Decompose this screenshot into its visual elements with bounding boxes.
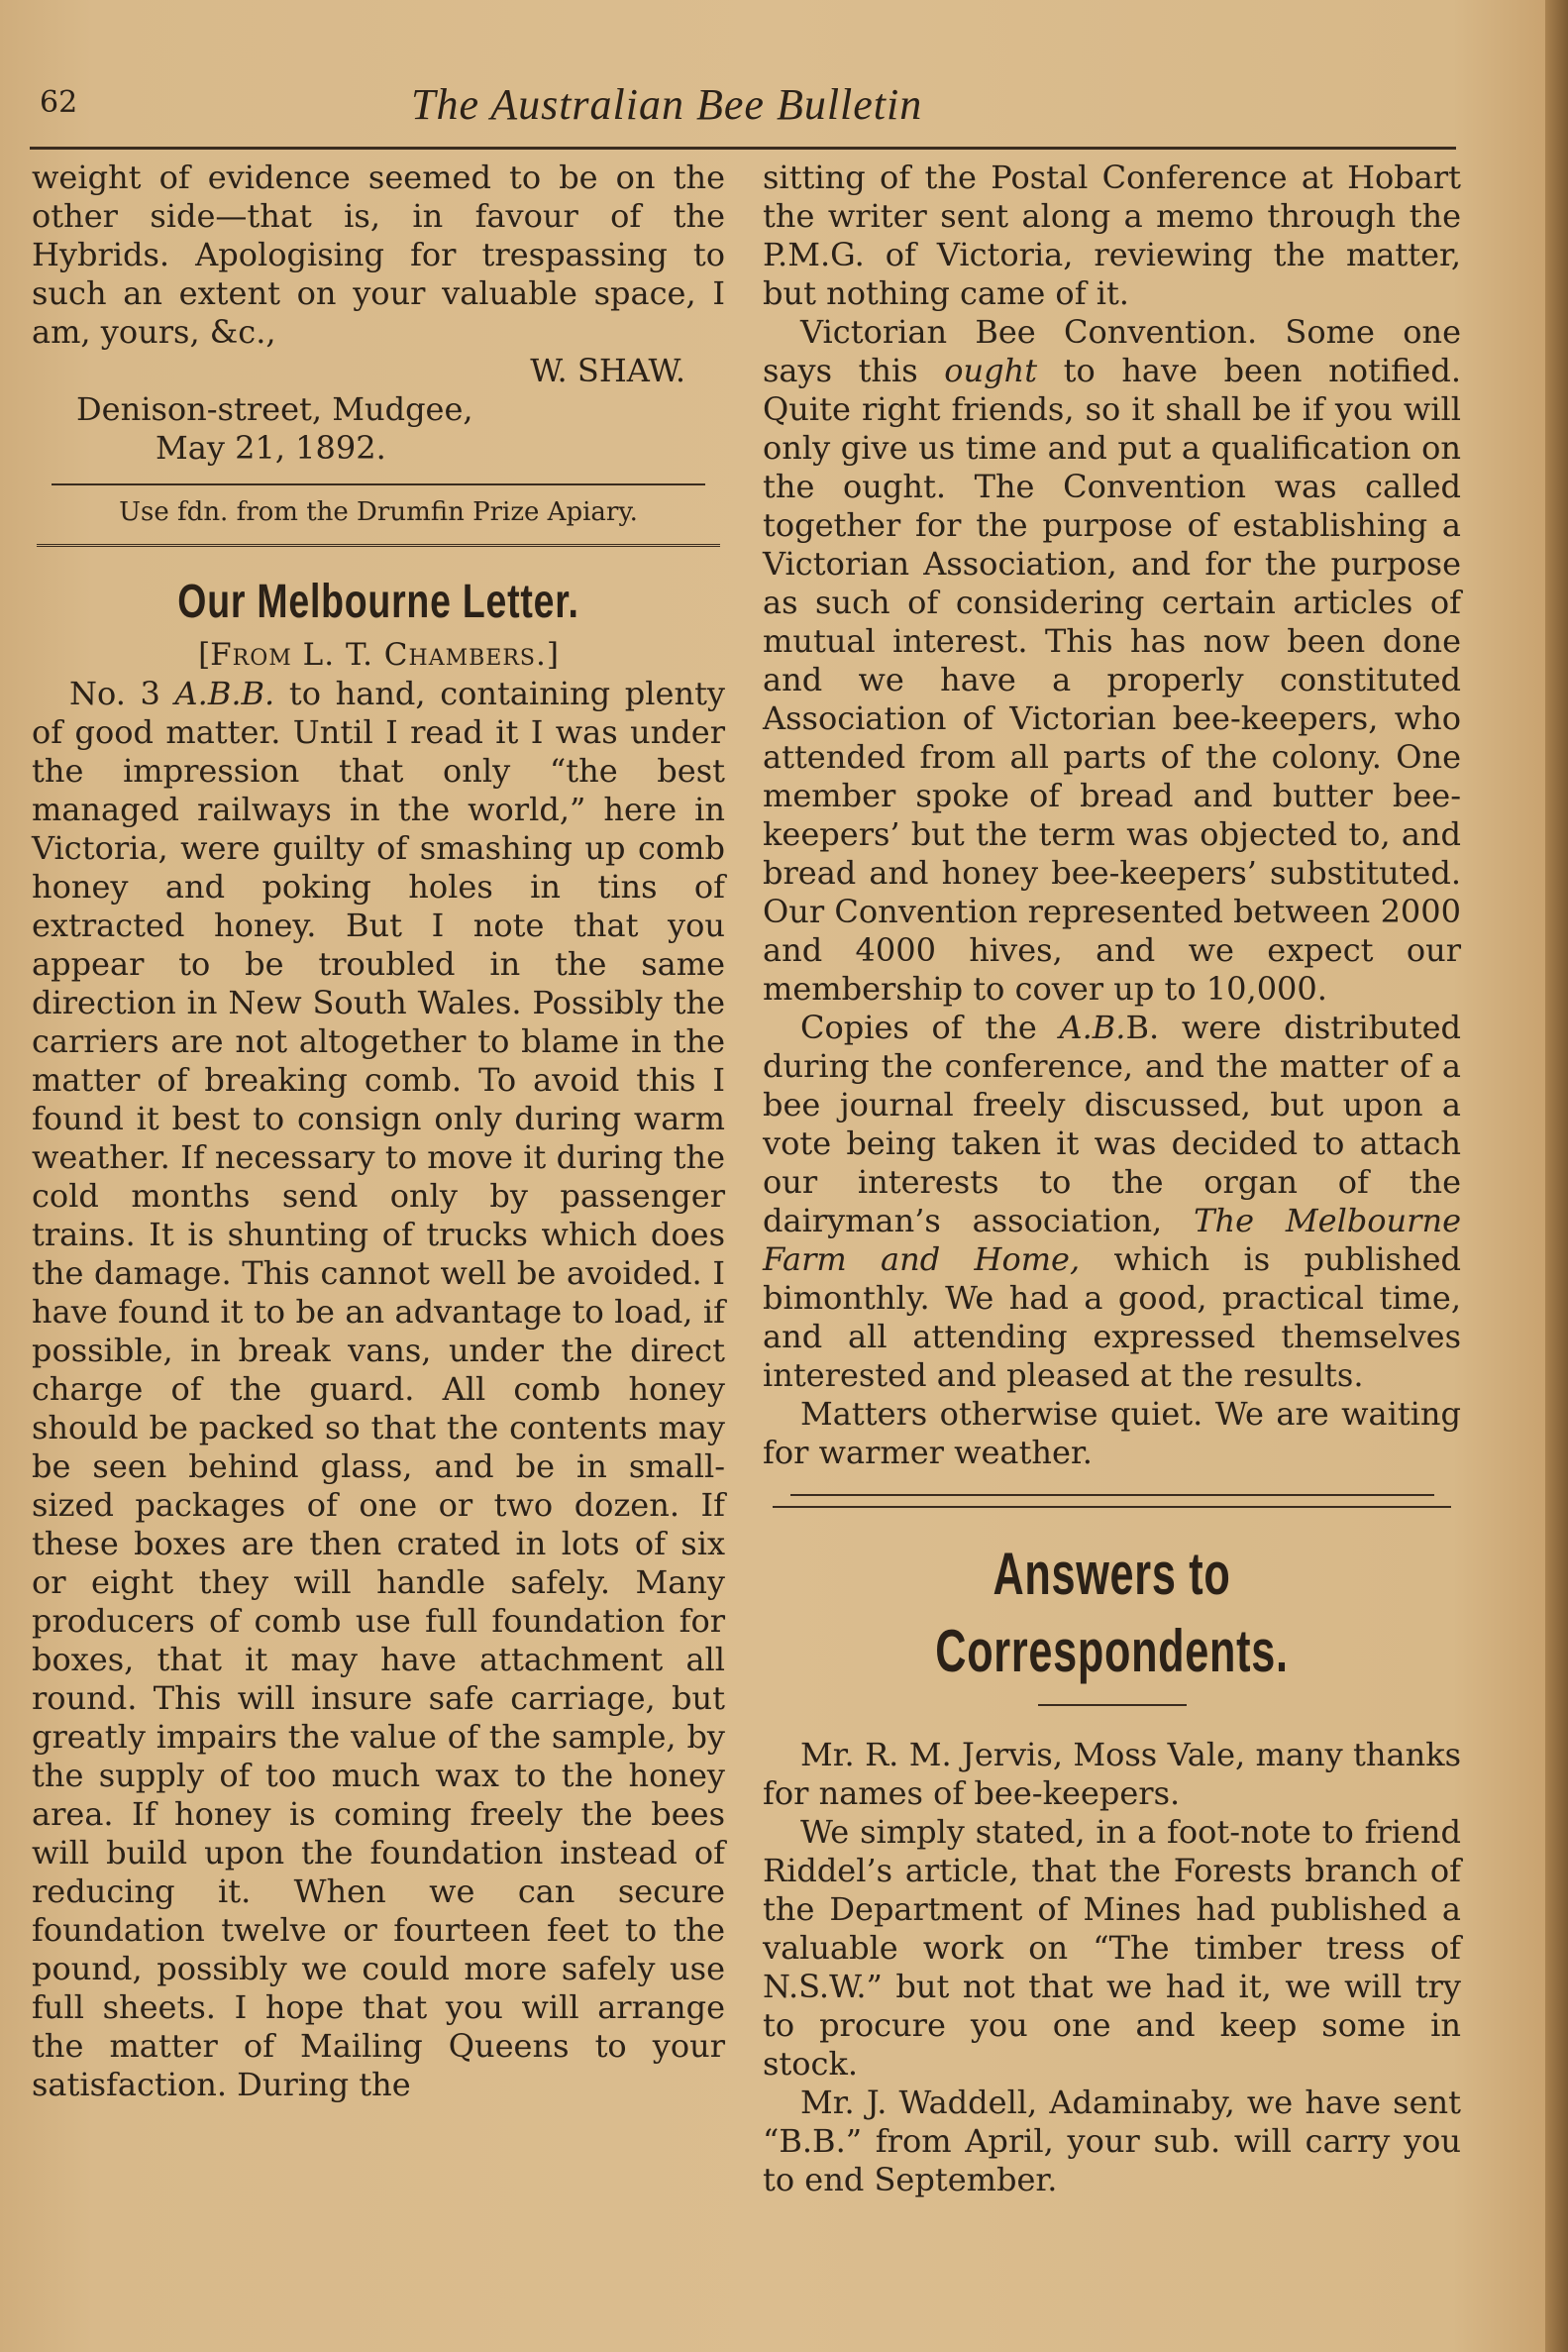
text-run: which is published bimonthly. We had a good, practical time, and all attending expressed themselves interested and pleased at the results. bbox=[763, 1240, 1462, 1394]
journal-abbrev: A.B.B. bbox=[174, 675, 275, 712]
short-divider-rule bbox=[1038, 1704, 1187, 1706]
address-line: Denison-street, Mudgee, bbox=[76, 390, 473, 428]
signature: W. SHAW. bbox=[530, 352, 685, 389]
continued-paragraph: sitting of the Postal Conference at Hobart the writer sent along a memo through the P.M.G. of Victoria, reviewing the matter, but nothing came of it. bbox=[763, 159, 1461, 312]
letter-title: Our Melbourne Letter. bbox=[177, 576, 579, 628]
answers-title: Answers to Correspondents. bbox=[935, 1541, 1289, 1684]
left-column bbox=[32, 159, 725, 2104]
text-run: Copies of the bbox=[800, 1009, 1060, 1046]
byline-bracket-close: ] bbox=[546, 637, 559, 673]
page-number: 62 bbox=[40, 85, 78, 120]
running-head: The Australian Bee Bulletin bbox=[411, 80, 923, 129]
advertisement-line: Use fdn. from the Drumfin Prize Apiary. bbox=[119, 497, 638, 527]
double-divider-rule bbox=[37, 544, 720, 551]
byline bbox=[32, 636, 725, 675]
text-run: to have been notified. Quite right friends, so it shall be if you will only give us time and put a qualification on the ought. The Convention was called together for the purpose of establishing a Victorian Association, and for the purpose as such of considering certain articles of mutual interest. This has now been done and we have a properly constituted Association of Victorian bee-keepers, who attended from all parts of the colony. One member spoke of bread and butter bee-keepers’ but the term was objected to, and bread and honey bee-keepers’ substituted. Our Convention represented between 2000 and 4000 hives, and we expect our membership to cover up to 10,000. bbox=[763, 352, 1462, 1008]
byline-name: From L. T. Chambers. bbox=[210, 637, 547, 673]
text-run: B. were distributed during the conference, and the matter of a bee journal freely discussed, but upon a vote being taken it was decided to attach our interests to the organ of the dairyman’s association, bbox=[763, 1009, 1462, 1239]
closing-paragraph: Matters otherwise quiet. We are waiting for warmer weather. bbox=[763, 1395, 1461, 1471]
header-rule bbox=[30, 147, 1456, 150]
byline-bracket-open: [ bbox=[198, 637, 211, 673]
letter-body-paragraph bbox=[32, 675, 725, 2104]
emphasis: ought bbox=[944, 352, 1038, 389]
answer-paragraph: Mr. J. Waddell, Adaminaby, we have sent “B.B.” from April, your sub. will carry you to end September. bbox=[763, 2084, 1461, 2198]
date-line: May 21, 1892. bbox=[156, 429, 386, 467]
book-edge bbox=[1545, 0, 1568, 2352]
letter-closing-paragraph: weight of evidence seemed to be on the other side—that is, in favour of the Hybrids. Apologising for trespassing to such an extent on your valuable space, I am, yours, &c., bbox=[32, 159, 725, 351]
page-header bbox=[30, 79, 1456, 141]
text-run: No. 3 bbox=[69, 675, 175, 712]
publication-title: The Melbourne Farm and Home, bbox=[763, 1202, 1462, 1278]
copies-paragraph bbox=[763, 1009, 1461, 1395]
text-run: to hand, containing plenty of good matter. Until I read it I was under the impression that only “the best managed railways in the world,” here in Victoria, were guilty of smashing up comb honey and poking holes in tins of extracted honey. But I note that you appear to be troubled in the same direction in New South Wales. Possibly the carriers are not altogether to blame in the matter of breaking comb. To avoid this I found it best to consign only during warm weather. If necessary to move it during the cold months send only by passenger trains. It is shunting of trucks which does the damage. This cannot well be avoided. I have found it to be an advantage to load, if possible, in break vans, under the direct charge of the guard. All comb honey should be packed so that the contents may be seen behind glass, and be in small-sized packages of one or two dozen. If these boxes are then crated in lots of six or eight they will handle safely. Many producers of comb use full foundation for boxes, that it may have attachment all round. This will insure safe carriage, but greatly impairs the value of the sample, by the supply of too much wax to the honey area. If honey is coming freely the bees will build upon the foundation instead of reducing it. When we can secure foundation twelve or fourteen feet to the pound, possibly we could more safely use full sheets. I hope that you will arrange the matter of Mailing Queens to your satisfaction. During the bbox=[32, 675, 726, 2103]
journal-abbrev: A.B. bbox=[1059, 1009, 1126, 1046]
divider-rule bbox=[790, 1494, 1434, 1496]
text-run: Victorian Bee Convention. Some one says this bbox=[763, 313, 1461, 389]
right-column bbox=[763, 159, 1461, 2199]
divider-rule bbox=[52, 483, 705, 485]
convention-paragraph bbox=[763, 313, 1461, 1009]
answer-paragraph: We simply stated, in a foot-note to friend Riddel’s article, that the Forests branch of the Department of Mines had published a valuable work on “The timber tress of N.S.W.” but not that we had it, we will try to procure you one and keep some in stock. bbox=[763, 1813, 1461, 2083]
divider-rule bbox=[773, 1506, 1451, 1508]
answer-paragraph: Mr. R. M. Jervis, Moss Vale, many thanks for names of bee-keepers. bbox=[763, 1736, 1461, 1812]
